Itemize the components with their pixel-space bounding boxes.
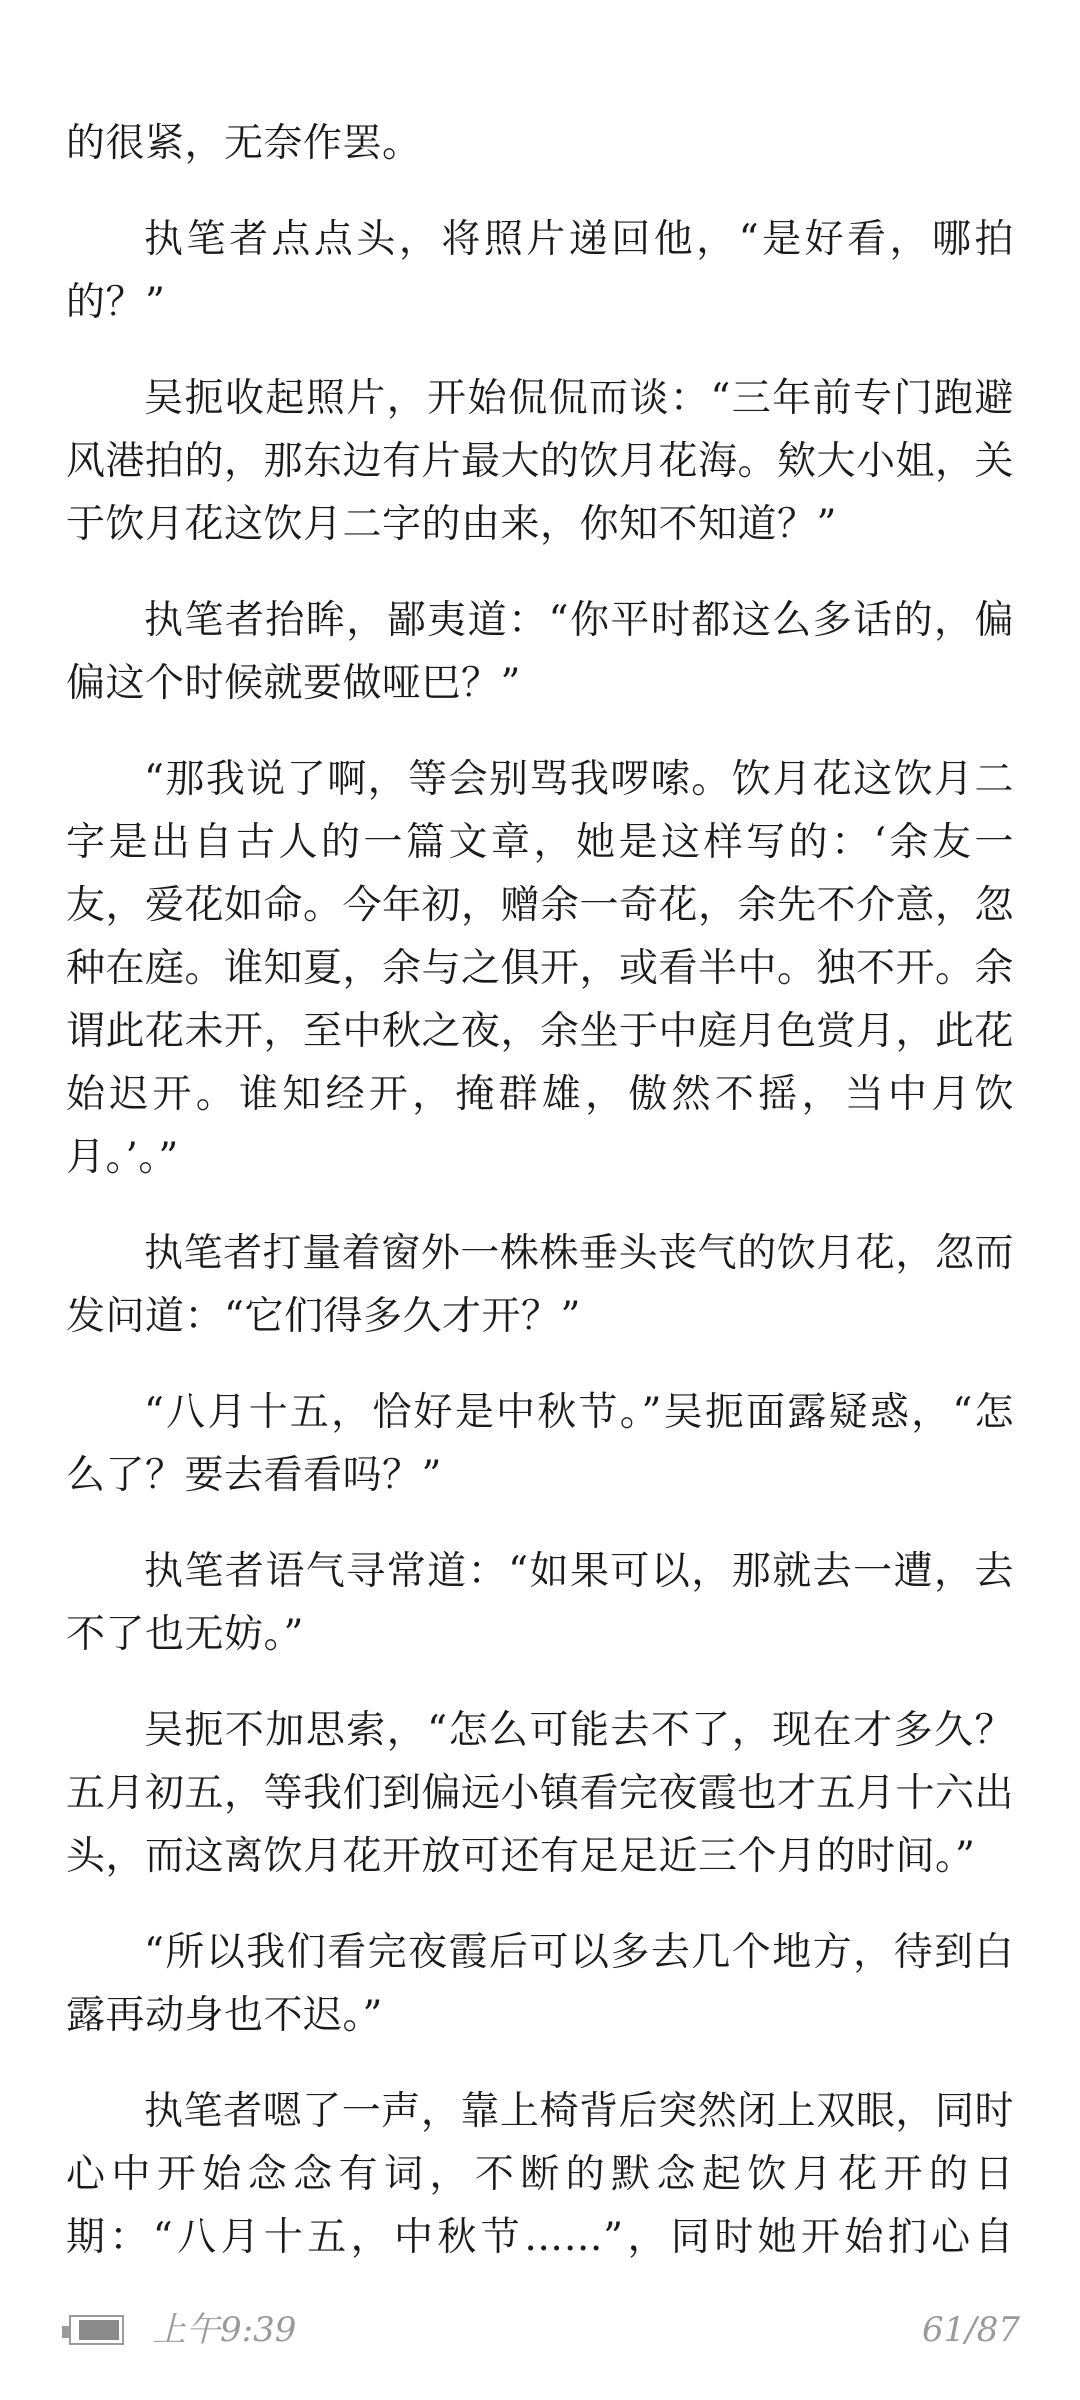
reader-content[interactable] (66, 112, 1014, 2262)
paragraph: 的很紧，无奈作罢。 (66, 121, 422, 166)
page-indicator: 61/87 (922, 2310, 1020, 2350)
battery-terminal (62, 2326, 69, 2338)
battery-body (69, 2315, 124, 2345)
reader-status-bar (0, 2300, 1080, 2364)
paragraph: 执笔者打量着窗外一株株垂头丧气的饮月花，忽而发问道：“它们得多久才开？” (66, 1231, 1014, 1339)
paragraph: 执笔者点点头，将照片递回他，“是好看，哪拍的？” (66, 217, 1014, 325)
battery-icon (62, 2315, 132, 2347)
paragraph: 执笔者抬眸，鄙夷道：“你平时都这么多话的，偏偏这个时候就要做哑巴？” (66, 598, 1014, 706)
paragraph: “八月十五，恰好是中秋节。”吴扼面露疑惑，“怎么了？要去看看吗？” (66, 1390, 1014, 1498)
paragraph: “所以我们看完夜霞后可以多去几个地方，待到白露再动身也不迟。” (66, 1930, 1014, 2038)
paragraph: 吴扼收起照片，开始侃侃而谈：“三年前专门跑避风港拍的，那东边有片最大的饮月花海。欸大小姐，关于饮月花这饮月二字的由来，你知不知道？” (66, 376, 1014, 547)
paragraph: 执笔者嗯了一声，靠上椅背后突然闭上双眼，同时心中开始念念有词，不断的默念起饮月花开的日期：“八月十五，中秋节……”，同时她开始扪心自 (66, 2089, 1014, 2260)
paragraph: 执笔者语气寻常道：“如果可以，那就去一遭，去不了也无妨。” (66, 1549, 1014, 1657)
battery-level-fill (79, 2320, 119, 2340)
paragraph: 吴扼不加思索，“怎么可能去不了，现在才多久？五月初五，等我们到偏远小镇看完夜霞也才五月十六出头，而这离饮月花开放可还有足足近三个月的时间。” (66, 1708, 1014, 1879)
paragraph: “那我说了啊，等会别骂我啰嗦。饮月花这饮月二字是出自古人的一篇文章，她是这样写的：‘余友一友，爱花如命。今年初，赠余一奇花，余先不介意，忽种在庭。谁知夏，余与之俱开，或看半中。独不开。余谓此花未开，至中秋之夜，余坐于中庭月色赏月，此花始迟开。谁知经开，掩群雄，傲然不摇，当中月饮月。’。” (66, 757, 1014, 1180)
clock-time: 上午9:39 (152, 2310, 297, 2350)
